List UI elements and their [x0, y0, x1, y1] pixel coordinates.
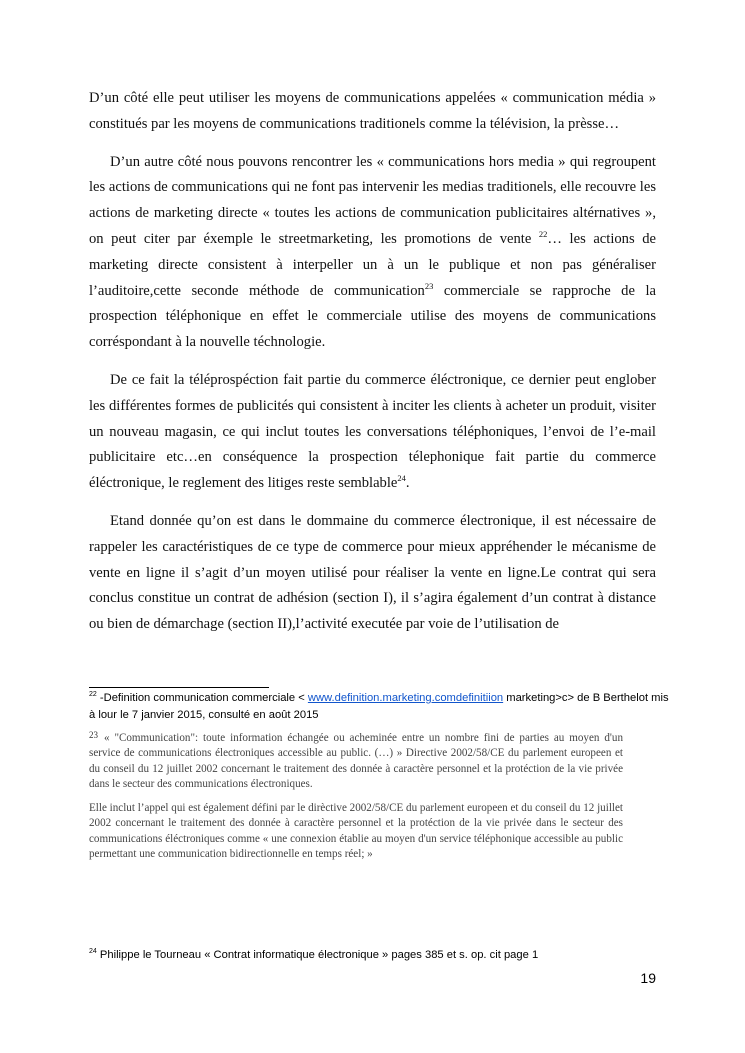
paragraph-2-part-1: D’un autre côté nous pouvons rencontrer les « communications hors media » qui regroupent les actions de communications qui ne font pas intervenir les medias traditionels, elle recouvre les actions de marketing directe « toutes les actions de communication publicitaires altérnatives », on peut citer par éxemple le streetmarketing, les promotions de vente [89, 153, 656, 247]
paragraph-3-part-2: . [405, 475, 410, 492]
footnote-separator [89, 687, 269, 688]
paragraph-1: D’un côté elle peut utiliser les moyens de communications appelées « communication média » constitués par les moyens de communications traditionels comme la télévision, la prèsse… [89, 90, 656, 132]
paragraph-3-part-1: De ce fait la téléprospéction fait partie du commerce éléctronique, ce dernier peut englober les différentes formes de publicités qui consistent à inciter les clients à acheter un produit, visiter un nouveau magasin, ce qui inclut toutes les conversations téléphoniques, l’envoi de l’e-mail publicitaire etc…en conséquence la prospection télephonique fait partie du commerce éléctronique, le reglement des litiges reste semblable [89, 371, 656, 492]
footnote-24 [89, 947, 669, 963]
footnote-ref-22[interactable]: 22 [538, 228, 548, 239]
footnote-23-para-1-text: « "Communication": toute information échangée ou acheminée entre un nombre fini de parties au moyen d'un service de communications électroniques accessible au public. (…) » Directive 2002/58/CE du parlement europeen et du conseil du 12 juillet 2002 concernant le traitement des donnée à caractère personnel et la protéction de la vie privée dans le secteur des communications électroniques. [89, 732, 623, 790]
footnote-22-text-after: marketing>c> de B Berthelot mis à lour le 7 janvier 2015, consulté en août 2015 [89, 692, 669, 721]
paragraph-4: Etand donnée qu’on est dans le dommaine du commerce électronique, il est nécessaire de rappeler les caractéristiques de ce type de commerce pour mieux appréhender le mécanisme de vente en ligne il s’agit d’un moyen utilisé pour réaliser la vente en ligne.Le contrat qui sera conclus constitue un contrat de adhésion (section I), il s’agira également d’un contrat à distance ou bien de démarchage (section II),l’activité executée par voie de l’utilisation de [89, 512, 656, 633]
footnote-23-number: 23 [89, 730, 98, 740]
paragraph-2 [89, 150, 656, 356]
page-number: 19 [640, 970, 656, 986]
paragraph-2-part-3: commerciale se rapproche de la prospection téléphonique en effet le commerciale utilise des moyens de communications corréspondant à la nouvelle téchnologie. [89, 282, 656, 351]
paragraph-2-part-2: … les actions de marketing directe consistent à interpeller un à un le publique et non pas généraliser l’auditoire,cette seconde méthode de communication [89, 230, 656, 299]
footnote-24-number: 24 [89, 948, 97, 955]
footnote-22 [89, 690, 669, 723]
footnote-22-number: 22 [89, 691, 97, 698]
footnote-ref-23[interactable]: 23 [424, 280, 434, 291]
footnote-24-text: Philippe le Tourneau « Contrat informatique électronique » pages 385 et s. op. cit page 1 [96, 949, 539, 961]
footnote-23-para-1 [89, 731, 623, 792]
footnote-22-link[interactable]: www.definition.marketing.comdefinitiion [307, 692, 504, 704]
footnote-23 [89, 731, 623, 871]
main-body-text [89, 86, 656, 650]
footnote-22-text-before: -Definition communication commerciale < [96, 692, 308, 704]
paragraph-3 [89, 368, 656, 497]
footnote-23-para-2: Elle inclut l’appel qui est également défini par le dirèctive 2002/58/CE du parlement europeen et du conseil du 12 juillet 2002 concernant le traitement des donnée à caractère personnel et la protéction de la vie privée dans le secteur des communications éléctroniques comme « une connexion établie au moyen d'un service téléphonique accessible au public permettant une communication bidirectionnelle en temps réel; » [89, 802, 623, 861]
footnote-ref-24[interactable]: 24 [397, 473, 406, 484]
